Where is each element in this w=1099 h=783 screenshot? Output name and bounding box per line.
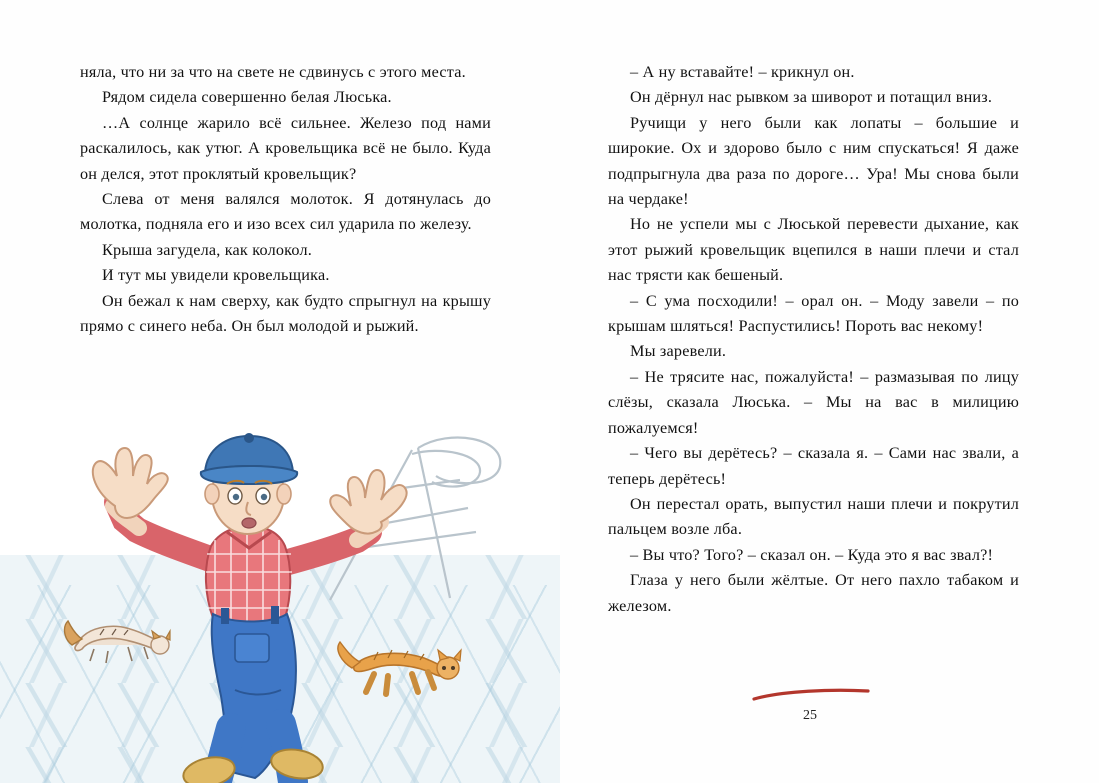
paragraph: Мы заревели. (630, 342, 727, 361)
paragraph: – Вы что? Того? – сказал он. – Куда это я вас звал?! (630, 545, 994, 564)
left-arm (93, 448, 213, 560)
boy-on-roof-with-cats-illustration (0, 400, 560, 783)
tabby-cat-icon (60, 605, 180, 665)
paragraph: Он бежал к нам сверху, как будто спрыгнул на крышу прямо с синего неба. Он был молодой и рыжий. (80, 291, 491, 336)
paragraph: Он дёрнул нас рывком за шиворот и потащил вниз. (630, 88, 993, 107)
ginger-cat-icon (330, 630, 470, 700)
page-ornament-icon (752, 688, 872, 702)
head (201, 433, 297, 548)
paragraph: Крыша загудела, как колокол. (102, 240, 312, 259)
paragraph: – Чего вы дерётесь? – сказала я. – Сами нас звали, а теперь дерётесь! (608, 444, 1019, 488)
left-page-text-column (80, 60, 491, 339)
paragraph: Рядом сидела совершенно белая Люська. (102, 88, 392, 107)
paragraph: Ручищи у него были как лопаты – большие и широкие. Ох и здорово было с ним спускаться! Я даже подпрыгнула два раза по дороге… Ура! Мы снова были на чердаке! (608, 113, 1019, 209)
paragraph: Он перестал орать, выпустил наши плечи и покрутил пальцем возле лба. (608, 494, 1019, 539)
paragraph: – С ума посходили! – орал он. – Моду завели – по крышам шляться! Распустились! Пороть вас некому! (608, 291, 1019, 336)
paragraph: – А ну вставайте! – крикнул он. (630, 63, 855, 81)
right-page-text-column (608, 60, 1019, 619)
paragraph: И тут мы увидели кровельщика. (102, 266, 330, 285)
paragraph: Но не успели мы с Люськой перевести дыхание, как этот рыжий кровельщик вцепился в наши плечи и стал нас трясти как бешеный. (608, 215, 1019, 285)
paragraph: …А солнце жарило всё сильнее. Железо под нами раскалилось, как утюг. А кровельщика всё не было. Куда он делся, этот проклятый кровельщик? (80, 113, 491, 183)
paragraph: няла, что ни за что на свете не сдвинусь с этого места. (80, 63, 466, 81)
paragraph: Слева от меня валялся молоток. Я дотянулась до молотка, подняла его и изо всех сил ударила по железу. (80, 190, 491, 234)
page-number: 25 (803, 708, 817, 723)
right-arm (281, 470, 407, 564)
paragraph: Глаза у него были жёлтые. От него пахло табаком и железом. (608, 571, 1019, 615)
paragraph: – Не трясите нас, пожалуйста! – размазывая по лицу слёзы, сказала Люська. – Мы на вас в милицию пожалуемся! (608, 367, 1019, 437)
